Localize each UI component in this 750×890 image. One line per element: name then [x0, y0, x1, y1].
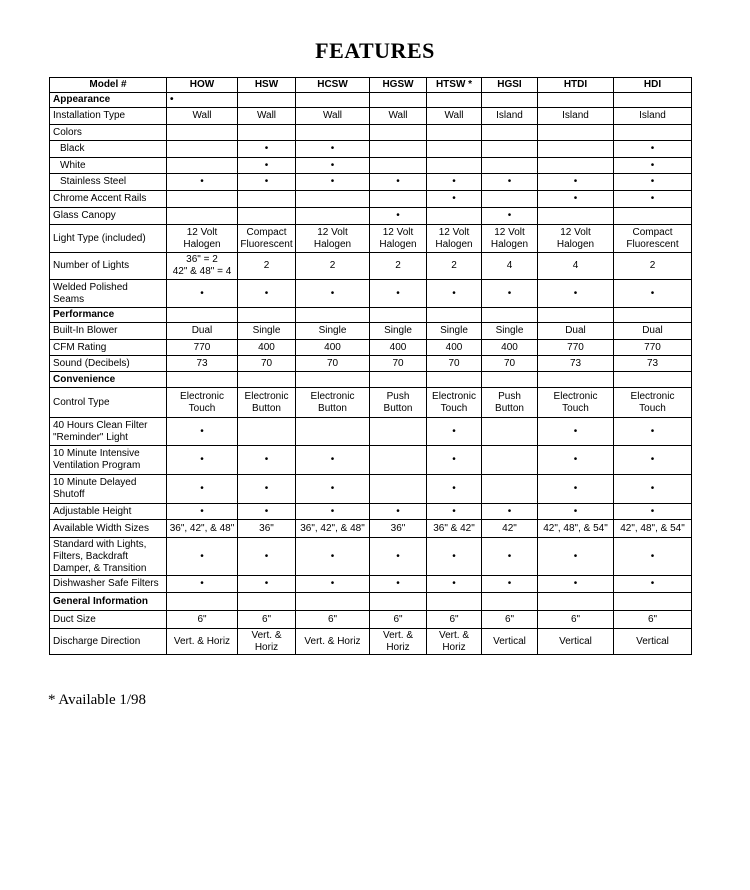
footnote: * Available 1/98 [48, 692, 147, 708]
table-cell: • [538, 475, 614, 504]
row-label: Duct Size [50, 611, 167, 629]
table-cell [482, 158, 538, 174]
table-cell: • [614, 504, 692, 520]
table-cell: • [296, 475, 370, 504]
table-cell: 70 [296, 356, 370, 372]
header-model-hdi: HDI [614, 78, 692, 93]
row-label: Discharge Direction [50, 629, 167, 655]
row-label: Black [50, 141, 167, 158]
table-cell [370, 93, 427, 108]
table-cell: • [296, 280, 370, 308]
table-cell: Single [370, 323, 427, 340]
table-cell [538, 372, 614, 388]
table-cell: • [296, 576, 370, 593]
table-cell [482, 593, 538, 611]
table-cell [167, 208, 238, 225]
table-cell: Electronic Touch [614, 388, 692, 418]
table-cell: 400 [482, 340, 538, 356]
table-cell: • [427, 538, 482, 576]
table-cell: • [167, 174, 238, 191]
table-cell: Wall [427, 108, 482, 125]
table-cell [238, 191, 296, 208]
table-cell [614, 308, 692, 323]
table-cell: 42", 48", & 54" [614, 520, 692, 538]
table-cell: • [370, 504, 427, 520]
table-cell: • [238, 475, 296, 504]
header-model-hcsw: HCSW [296, 78, 370, 93]
table-cell: • [296, 141, 370, 158]
table-cell: 12 Volt Halogen [167, 225, 238, 253]
table-cell [482, 446, 538, 475]
table-cell: • [427, 576, 482, 593]
table-cell: 2 [238, 253, 296, 280]
table-cell: • [614, 446, 692, 475]
table-row [50, 388, 692, 418]
table-cell: Single [427, 323, 482, 340]
row-label: Welded Polished Seams [50, 280, 167, 308]
table-cell: • [482, 576, 538, 593]
table-cell: Electronic Touch [167, 388, 238, 418]
table-cell [370, 475, 427, 504]
table-cell: Vert. & Horiz [370, 629, 427, 655]
table-cell [482, 475, 538, 504]
table-cell: • [482, 174, 538, 191]
table-row [50, 520, 692, 538]
table-cell: 36", 42", & 48" [167, 520, 238, 538]
table-cell [370, 446, 427, 475]
table-cell: • [482, 504, 538, 520]
table-cell: • [614, 191, 692, 208]
table-cell: • [538, 576, 614, 593]
table-cell [296, 308, 370, 323]
row-label: CFM Rating [50, 340, 167, 356]
table-cell: Dual [167, 323, 238, 340]
table-cell: Single [296, 323, 370, 340]
table-cell: • [614, 475, 692, 504]
table-cell [238, 372, 296, 388]
table-row [50, 611, 692, 629]
table-cell [167, 158, 238, 174]
table-cell: 770 [167, 340, 238, 356]
table-cell: Vertical [482, 629, 538, 655]
table-cell: 6" [538, 611, 614, 629]
section-row [50, 372, 692, 388]
table-cell: Push Button [370, 388, 427, 418]
table-cell: • [427, 475, 482, 504]
table-cell: Vertical [614, 629, 692, 655]
table-cell: • [538, 280, 614, 308]
table-row [50, 158, 692, 174]
table-cell: 42", 48", & 54" [538, 520, 614, 538]
table-cell: • [482, 208, 538, 225]
table-cell: 36", 42", & 48" [296, 520, 370, 538]
header-model-hgsw: HGSW [370, 78, 427, 93]
table-cell: • [614, 576, 692, 593]
table-cell [427, 593, 482, 611]
table-cell: • [482, 538, 538, 576]
section-row [50, 593, 692, 611]
table-cell: 36" & 42" [427, 520, 482, 538]
table-cell: • [238, 504, 296, 520]
table-cell: 6" [482, 611, 538, 629]
table-cell [370, 191, 427, 208]
table-row [50, 225, 692, 253]
table-cell: • [370, 538, 427, 576]
table-cell: • [167, 93, 238, 108]
table-cell [370, 593, 427, 611]
row-label: Light Type (included) [50, 225, 167, 253]
table-row [50, 141, 692, 158]
table-cell [482, 191, 538, 208]
header-model-hsw: HSW [238, 78, 296, 93]
table-cell: Single [238, 323, 296, 340]
table-cell: • [370, 208, 427, 225]
row-label: Performance [50, 308, 167, 323]
row-label: 10 Minute Delayed Shutoff [50, 475, 167, 504]
table-cell: 4 [482, 253, 538, 280]
table-cell: 36" [370, 520, 427, 538]
row-label: Stainless Steel [50, 174, 167, 191]
table-cell [296, 372, 370, 388]
table-cell: 73 [167, 356, 238, 372]
table-cell: • [614, 280, 692, 308]
table-cell: Wall [370, 108, 427, 125]
table-cell: Push Button [482, 388, 538, 418]
table-cell: • [238, 280, 296, 308]
table-cell: • [167, 446, 238, 475]
table-row [50, 174, 692, 191]
table-cell [538, 308, 614, 323]
table-cell: • [296, 446, 370, 475]
table-cell: 42" [482, 520, 538, 538]
table-cell: • [427, 280, 482, 308]
header-model-how: HOW [167, 78, 238, 93]
table-cell [614, 208, 692, 225]
table-cell: 2 [296, 253, 370, 280]
table-cell: Wall [296, 108, 370, 125]
table-cell: 73 [614, 356, 692, 372]
table-cell: Electronic Touch [538, 388, 614, 418]
table-cell: Island [482, 108, 538, 125]
table-cell: 6" [370, 611, 427, 629]
table-cell: 2 [370, 253, 427, 280]
table-cell: • [538, 191, 614, 208]
table-cell: Single [482, 323, 538, 340]
table-cell: • [427, 504, 482, 520]
table-cell: • [427, 418, 482, 446]
table-cell: • [167, 538, 238, 576]
table-cell [296, 125, 370, 141]
table-cell: • [614, 174, 692, 191]
table-cell: • [167, 475, 238, 504]
table-cell [427, 158, 482, 174]
section-row [50, 93, 692, 108]
table-cell [538, 158, 614, 174]
table-cell: Electronic Button [296, 388, 370, 418]
table-cell: 36" = 2 42" & 48" = 4 [167, 253, 238, 280]
table-cell: 400 [370, 340, 427, 356]
row-label: Built-In Blower [50, 323, 167, 340]
table-cell [370, 372, 427, 388]
table-cell [427, 141, 482, 158]
table-cell: • [538, 418, 614, 446]
table-cell: 36" [238, 520, 296, 538]
table-row [50, 125, 692, 141]
row-label: Colors [50, 125, 167, 141]
table-cell: 2 [427, 253, 482, 280]
table-cell [296, 418, 370, 446]
table-cell [538, 593, 614, 611]
table-cell [238, 308, 296, 323]
table-cell: • [167, 280, 238, 308]
table-cell: • [538, 538, 614, 576]
table-row [50, 108, 692, 125]
table-cell: • [238, 538, 296, 576]
table-cell [614, 372, 692, 388]
table-row [50, 356, 692, 372]
table-row [50, 576, 692, 593]
table-cell: 70 [238, 356, 296, 372]
table-cell [614, 93, 692, 108]
table-cell: Vert. & Horiz [238, 629, 296, 655]
table-cell: • [167, 418, 238, 446]
table-cell [296, 93, 370, 108]
table-cell: 70 [482, 356, 538, 372]
table-cell [614, 125, 692, 141]
table-cell [538, 125, 614, 141]
table-cell: • [427, 174, 482, 191]
table-cell [167, 141, 238, 158]
table-cell: • [296, 174, 370, 191]
table-cell: 6" [427, 611, 482, 629]
table-cell: 770 [614, 340, 692, 356]
table-cell: • [167, 504, 238, 520]
table-cell: 770 [538, 340, 614, 356]
table-cell [427, 208, 482, 225]
table-cell: • [482, 280, 538, 308]
row-label: Number of Lights [50, 253, 167, 280]
table-header-row [50, 78, 692, 93]
table-row [50, 418, 692, 446]
table-cell [482, 125, 538, 141]
table-cell: • [614, 538, 692, 576]
table-cell [482, 372, 538, 388]
table-cell [427, 372, 482, 388]
row-label: Convenience [50, 372, 167, 388]
table-row [50, 629, 692, 655]
table-cell: 400 [238, 340, 296, 356]
table-row [50, 446, 692, 475]
table-cell: • [238, 446, 296, 475]
table-cell: 12 Volt Halogen [427, 225, 482, 253]
table-cell: • [167, 576, 238, 593]
table-row [50, 208, 692, 225]
table-cell [482, 141, 538, 158]
table-cell [370, 141, 427, 158]
table-cell: 70 [370, 356, 427, 372]
table-cell [370, 418, 427, 446]
row-label: 40 Hours Clean Filter "Reminder" Light [50, 418, 167, 446]
table-cell: • [538, 446, 614, 475]
table-row [50, 475, 692, 504]
row-label: Glass Canopy [50, 208, 167, 225]
table-cell: • [238, 158, 296, 174]
table-row [50, 538, 692, 576]
row-label: Control Type [50, 388, 167, 418]
row-label: Chrome Accent Rails [50, 191, 167, 208]
table-cell: 6" [167, 611, 238, 629]
table-cell: • [370, 174, 427, 191]
table-cell: Vert. & Horiz [427, 629, 482, 655]
table-cell [296, 208, 370, 225]
features-table [49, 77, 692, 655]
table-cell: Wall [238, 108, 296, 125]
table-cell: Island [538, 108, 614, 125]
table-cell: • [296, 158, 370, 174]
header-model-htdi: HTDI [538, 78, 614, 93]
table-cell [482, 93, 538, 108]
row-label: Dishwasher Safe Filters [50, 576, 167, 593]
table-cell [167, 308, 238, 323]
table-cell: 73 [538, 356, 614, 372]
table-cell [238, 208, 296, 225]
row-label: White [50, 158, 167, 174]
table-row [50, 191, 692, 208]
table-cell [238, 418, 296, 446]
table-row [50, 323, 692, 340]
table-cell: 70 [427, 356, 482, 372]
table-cell [238, 593, 296, 611]
header-model-htsw: HTSW * [427, 78, 482, 93]
table-cell: 400 [296, 340, 370, 356]
table-cell [614, 593, 692, 611]
table-cell [167, 593, 238, 611]
table-cell: 12 Volt Halogen [370, 225, 427, 253]
table-cell: 6" [238, 611, 296, 629]
table-cell: 400 [427, 340, 482, 356]
row-label: Appearance [50, 93, 167, 108]
table-cell: Island [614, 108, 692, 125]
row-label: Standard with Lights, Filters, Backdraft Damper, & Transition [50, 538, 167, 576]
table-cell: Compact Fluorescent [614, 225, 692, 253]
table-row [50, 280, 692, 308]
table-cell: Dual [538, 323, 614, 340]
table-cell: • [614, 141, 692, 158]
table-cell [370, 125, 427, 141]
row-label: Adjustable Height [50, 504, 167, 520]
table-row [50, 253, 692, 280]
table-cell [370, 158, 427, 174]
table-cell: 2 [614, 253, 692, 280]
table-cell [482, 308, 538, 323]
table-cell: 4 [538, 253, 614, 280]
table-cell: Vertical [538, 629, 614, 655]
table-cell [238, 125, 296, 141]
table-cell: • [238, 174, 296, 191]
table-cell: 6" [296, 611, 370, 629]
page-title: FEATURES [315, 38, 435, 63]
table-cell: Vert. & Horiz [296, 629, 370, 655]
table-cell: • [427, 191, 482, 208]
row-label: 10 Minute Intensive Ventilation Program [50, 446, 167, 475]
table-cell: • [238, 141, 296, 158]
table-cell [167, 125, 238, 141]
table-cell [538, 141, 614, 158]
table-cell: • [614, 418, 692, 446]
table-cell [427, 93, 482, 108]
table-cell: • [427, 446, 482, 475]
header-model-hgsi: HGSI [482, 78, 538, 93]
table-cell: • [296, 504, 370, 520]
table-cell: • [614, 158, 692, 174]
table-cell: • [238, 576, 296, 593]
table-cell [427, 125, 482, 141]
table-cell: 12 Volt Halogen [296, 225, 370, 253]
row-label: Sound (Decibels) [50, 356, 167, 372]
table-cell [296, 593, 370, 611]
table-cell [370, 308, 427, 323]
table-cell: Vert. & Horiz [167, 629, 238, 655]
table-cell [482, 418, 538, 446]
table-cell [538, 93, 614, 108]
row-label: Available Width Sizes [50, 520, 167, 538]
table-row [50, 504, 692, 520]
row-label: Installation Type [50, 108, 167, 125]
row-label: General Information [50, 593, 167, 611]
table-cell: Dual [614, 323, 692, 340]
table-cell: Electronic Button [238, 388, 296, 418]
table-cell [238, 93, 296, 108]
table-cell: 6" [614, 611, 692, 629]
table-cell: Electronic Touch [427, 388, 482, 418]
table-cell: • [370, 280, 427, 308]
table-cell: • [538, 174, 614, 191]
table-cell: Wall [167, 108, 238, 125]
table-cell [427, 308, 482, 323]
table-cell [538, 208, 614, 225]
table-cell [167, 372, 238, 388]
table-cell [167, 191, 238, 208]
table-cell: • [370, 576, 427, 593]
section-row [50, 308, 692, 323]
table-cell: Compact Fluorescent [238, 225, 296, 253]
table-body [50, 93, 692, 655]
header-model: Model # [50, 78, 167, 93]
table-cell: 12 Volt Halogen [482, 225, 538, 253]
table-cell [296, 191, 370, 208]
table-cell: • [296, 538, 370, 576]
table-cell: 12 Volt Halogen [538, 225, 614, 253]
table-cell: • [538, 504, 614, 520]
table-row [50, 340, 692, 356]
